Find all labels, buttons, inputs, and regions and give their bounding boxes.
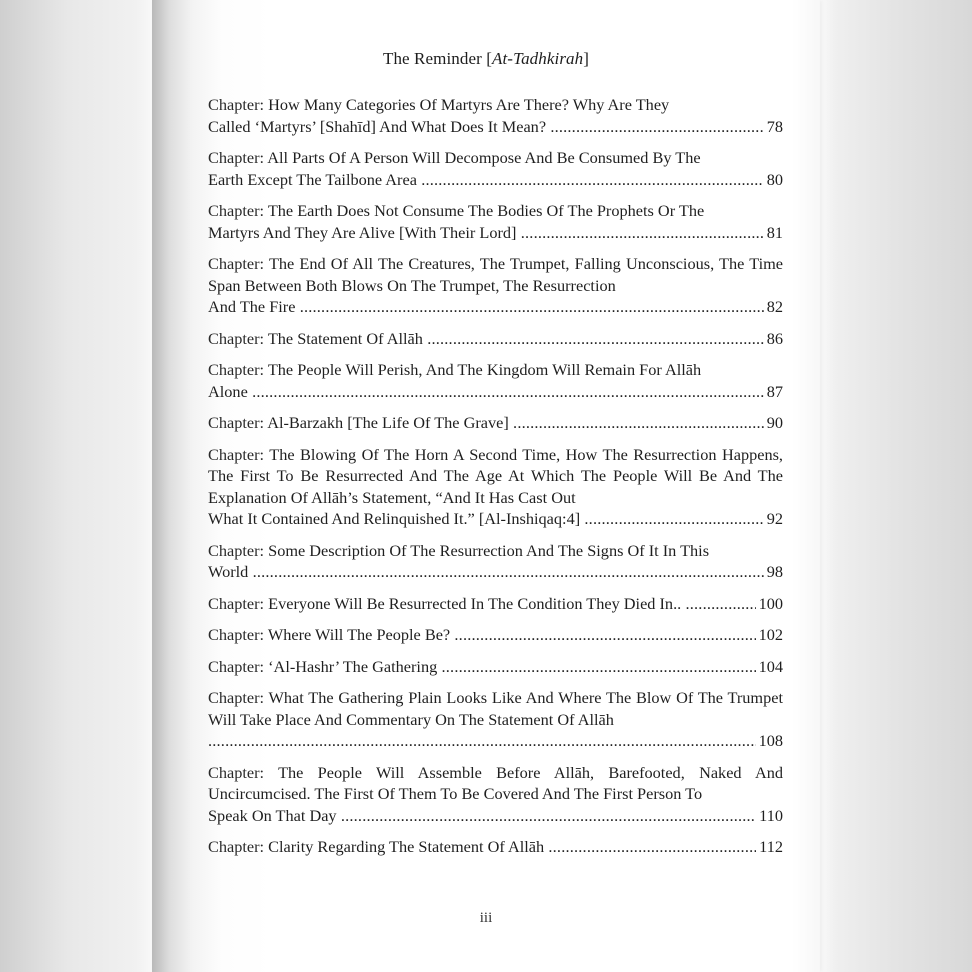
- chapter-prefix: Chapter:: [208, 201, 265, 220]
- chapter-prefix: Chapter:: [208, 540, 265, 560]
- toc-entry-title: [208, 359, 783, 381]
- chapter-title-end: Clarity Regarding The Statement Of Allāh: [268, 837, 545, 856]
- chapter-prefix: Chapter:: [208, 360, 265, 379]
- toc-entry-lead: [208, 593, 756, 615]
- toc-entry: [208, 328, 783, 350]
- page-reference: 98: [766, 562, 783, 581]
- toc-entry-leader-line: [208, 836, 783, 858]
- chapter-prefix: Chapter:: [208, 762, 265, 782]
- chapter-title-end: The Statement Of Allāh: [267, 328, 423, 348]
- page-reference: 112: [759, 837, 783, 856]
- toc-entry-leader-line: [208, 222, 783, 244]
- page-number: iii: [479, 910, 493, 926]
- chapter-title-text: Some Description Of The Resurrection And The Signs Of It In This: [268, 540, 710, 560]
- toc-entry-leader-line: [208, 328, 783, 350]
- toc-entry-leader-line: [208, 508, 783, 530]
- toc-entry: [208, 593, 783, 615]
- page-reference: 100: [758, 593, 783, 613]
- chapter-prefix: Chapter:: [208, 444, 265, 464]
- toc-entry-title: [208, 147, 783, 169]
- chapter-title-end: ‘Al-Hashr’ The Gathering: [268, 656, 438, 676]
- chapter-prefix: Chapter:: [208, 254, 265, 273]
- toc-entry: [208, 444, 783, 530]
- chapter-title-end: What It Contained And Relinquished It.” [Al-Inshiqaq:4]: [208, 509, 581, 528]
- page-reference: 86: [766, 328, 783, 348]
- page-reference: 90: [766, 413, 783, 432]
- toc-entry: [208, 147, 783, 190]
- chapter-title-end: Martyrs And They Are Alive [With Their Lord]: [208, 222, 517, 242]
- running-head-title-italic: At-Tadhkirah: [492, 49, 584, 68]
- toc-entry: [208, 687, 783, 752]
- page-reference: 108: [758, 731, 783, 750]
- chapter-title-text: The End Of All The Creatures, The Trumpet, Falling Unconscious, The Time Span Between Both Blows On The Trumpet, The Resurrection: [208, 254, 783, 295]
- toc-entry-leader-line: [208, 296, 783, 318]
- toc-entry-lead: [208, 805, 756, 827]
- page-reference: 80: [766, 169, 783, 189]
- toc-entry-lead: [208, 561, 764, 583]
- toc-entry: [208, 412, 783, 434]
- toc-entry-leader-line: [208, 561, 783, 583]
- page-reference: 81: [766, 222, 783, 242]
- chapter-title-end: Earth Except The Tailbone Area: [208, 169, 417, 189]
- chapter-title-end: Speak On That Day: [208, 805, 337, 825]
- chapter-title-text: How Many Categories Of Martyrs Are There? Why Are They: [268, 95, 670, 114]
- toc-entry-lead: [208, 381, 764, 403]
- chapter-prefix: Chapter:: [208, 837, 265, 856]
- chapter-title-end: Alone: [208, 381, 248, 401]
- chapter-prefix: Chapter:: [208, 413, 265, 432]
- toc-entry-lead: [208, 222, 764, 244]
- toc-entry: [208, 200, 783, 243]
- toc-entry-title: [208, 687, 783, 730]
- toc-entry-lead: [208, 169, 764, 191]
- chapter-prefix: Chapter:: [208, 625, 265, 644]
- toc-entry-leader-line: [208, 624, 783, 646]
- toc-entry-leader-line: [208, 805, 783, 827]
- chapter-prefix: Chapter:: [208, 688, 265, 707]
- toc-entry-lead: [208, 656, 756, 678]
- chapter-title-text: The People Will Perish, And The Kingdom Will Remain For Allāh: [267, 360, 702, 379]
- toc-entry-lead: [208, 116, 764, 138]
- chapter-title-end: World: [208, 562, 249, 581]
- chapter-title-text: What The Gathering Plain Looks Like And Where The Blow Of The Trumpet Will Take Place And Commentary On The Statement Of Allāh: [208, 688, 783, 729]
- toc-entry-lead: [208, 328, 764, 350]
- toc-entry: [208, 540, 783, 583]
- chapter-title-end: Al-Barzakh [The Life Of The Grave]: [267, 413, 509, 432]
- toc-entry-lead: [208, 836, 756, 858]
- toc-entry-lead: [208, 296, 764, 318]
- chapter-title-end: Where Will The People Be?: [267, 625, 451, 644]
- chapter-title-text: The Blowing Of The Horn A Second Time, How The Resurrection Happens, The First To Be Resurrected And The Age At Which The People Will Be And The Explanation Of Allāh’s Statement, “And It Has Cast Out: [208, 444, 784, 507]
- toc-entry-leader-line: [208, 730, 783, 752]
- toc-entry: [208, 359, 783, 402]
- toc-entry-title: [208, 94, 783, 116]
- chapter-prefix: Chapter:: [208, 656, 265, 676]
- toc-entry-lead: [208, 412, 764, 434]
- toc-entry-title: [208, 540, 783, 562]
- toc-entry-leader-line: [208, 169, 783, 191]
- page-reference: 78: [766, 116, 783, 136]
- toc-entry: [208, 624, 783, 646]
- toc-entry-lead: [208, 508, 764, 530]
- toc-entry-leader-line: [208, 593, 783, 615]
- page-reference: 92: [766, 509, 783, 528]
- running-head-bracket: ]: [583, 49, 590, 68]
- toc-entry-leader-line: [208, 412, 783, 434]
- page-reference: 102: [758, 625, 783, 644]
- toc-entry: [208, 253, 783, 318]
- running-head-title: The Reminder [: [382, 49, 492, 68]
- book-page: [152, 0, 820, 972]
- toc-entry-title: [208, 762, 783, 805]
- page-reference: 104: [758, 656, 783, 676]
- page-reference: 110: [759, 805, 783, 825]
- toc-entry: [208, 836, 783, 858]
- toc-entry-lead: [208, 624, 756, 646]
- running-head: [152, 49, 820, 69]
- toc-entry-lead: [208, 730, 756, 752]
- chapter-title-text: All Parts Of A Person Will Decompose And Be Consumed By The: [267, 148, 701, 167]
- chapter-prefix: Chapter:: [208, 328, 265, 348]
- chapter-title-end: Called ‘Martyrs’ [Shahīd] And What Does It Mean?: [208, 116, 547, 136]
- page-reference: 82: [766, 297, 783, 316]
- toc-entry-title: [208, 444, 783, 509]
- chapter-title-end: Everyone Will Be Resurrected In The Condition They Died In..: [268, 593, 682, 613]
- toc-entry-title: [208, 253, 783, 296]
- chapter-title-text: The Earth Does Not Consume The Bodies Of The Prophets Or The: [267, 201, 705, 220]
- chapter-title-text: The People Will Assemble Before Allāh, Barefooted, Naked And Uncircumcised. The First Of Them To Be Covered And The First Person To: [208, 762, 783, 803]
- chapter-prefix: Chapter:: [208, 148, 265, 167]
- toc-entry: [208, 656, 783, 678]
- chapter-title-end: And The Fire: [208, 297, 296, 316]
- page-reference: 87: [766, 381, 783, 401]
- toc-entry: [208, 762, 783, 827]
- toc-entry-leader-line: [208, 116, 783, 138]
- toc-entry-leader-line: [208, 381, 783, 403]
- chapter-prefix: Chapter:: [208, 95, 265, 114]
- chapter-prefix: Chapter:: [208, 593, 265, 613]
- toc-entry-leader-line: [208, 656, 783, 678]
- toc-entry-title: [208, 200, 783, 222]
- table-of-contents: [208, 94, 783, 868]
- toc-entry: [208, 94, 783, 137]
